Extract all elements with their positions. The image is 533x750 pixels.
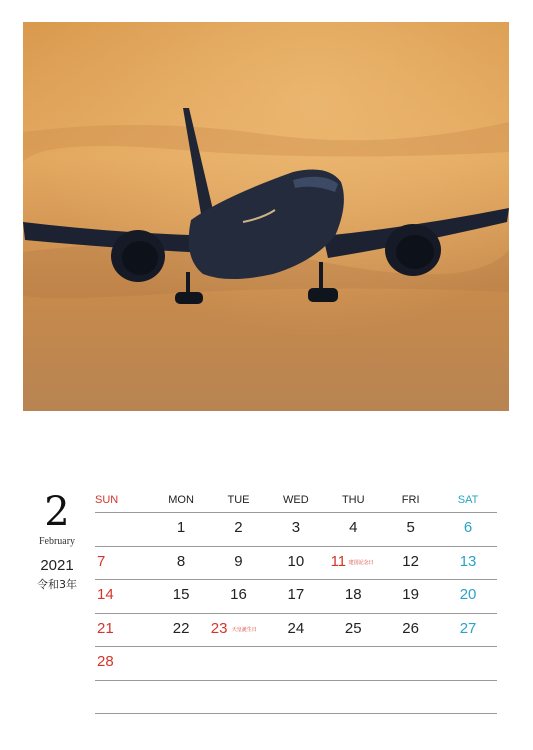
day-cell [95,681,152,714]
weekday-wed: WED [283,494,309,506]
day-number: 15 [172,586,190,603]
month-header [20,490,94,592]
day-number: 23 [210,619,228,637]
day-cell [382,580,439,613]
cover-photo [23,22,509,411]
day-cell [439,647,496,680]
day-cell [439,547,496,580]
day-cell [210,580,267,613]
holiday-label: 建国記念日 [348,559,374,566]
day-number: 24 [287,619,305,637]
week-row-6-empty [95,681,497,715]
day-cell [152,647,209,680]
day-number: 17 [287,586,305,603]
day-cell [382,513,439,546]
day-cell [267,513,324,546]
day-number: 14 [97,586,114,603]
day-cell [152,614,209,647]
day-cell [439,513,496,546]
airplane-photo [23,22,509,411]
day-cell [95,647,152,680]
day-number: 10 [287,552,305,570]
weekday-sat: SAT [457,494,479,506]
day-cell [267,614,324,647]
weekday-mon: MON [168,494,194,506]
day-cell [95,513,152,546]
day-number: 27 [459,619,477,637]
day-number: 19 [402,586,419,603]
day-cell [382,614,439,647]
day-number: 18 [344,586,362,603]
month-number: 2 [44,489,70,535]
day-number: 11 [330,552,347,570]
day-number: 26 [402,619,419,637]
day-cell [325,647,382,680]
day-number: 9 [234,552,243,570]
day-cell [325,580,382,613]
day-cell [152,580,209,613]
day-cell [267,547,324,580]
day-number: 13 [459,552,477,570]
year-western: 2021 [40,557,74,574]
day-cell [152,547,209,580]
day-number: 4 [349,519,358,536]
day-cell [210,547,267,580]
day-cell [210,513,267,546]
day-cell [95,580,152,613]
weekday-fri: FRI [401,494,420,506]
day-number: 21 [97,619,114,637]
day-cell [382,647,439,680]
day-number: 3 [291,519,301,536]
day-cell [325,513,382,546]
calendar-grid [95,494,497,714]
day-number: 28 [97,653,114,670]
day-cell [382,547,439,580]
month-name: February [38,536,76,547]
weekday-sun: SUN [95,494,119,506]
weekday-tue: TUE [227,494,250,506]
day-cell [95,547,152,580]
week-row-1 [95,513,497,547]
weekday-header-row [95,494,497,513]
day-number: 2 [234,519,243,536]
day-number: 16 [230,586,247,603]
day-cell [152,513,209,546]
week-row-3 [95,580,497,614]
day-number: 6 [463,519,473,536]
day-number: 12 [402,552,419,570]
weekday-thu: THU [341,494,365,506]
day-number: 22 [172,619,190,637]
day-cell [325,614,382,647]
day-cell [95,614,152,647]
day-number: 20 [459,586,477,603]
day-cell [439,580,496,613]
week-row-5 [95,647,497,681]
day-number: 5 [406,519,415,536]
day-cell [439,614,496,647]
day-number: 25 [344,619,362,637]
day-cell [267,647,324,680]
holiday-label: 天皇誕生日 [231,626,257,633]
day-number: 8 [176,552,186,570]
day-cell-holiday [210,614,267,647]
day-cell-holiday [325,547,382,580]
day-number: 1 [176,519,186,536]
day-cell [267,580,324,613]
week-row-4 [95,614,497,648]
year-japanese-era: 令和3年 [37,578,77,591]
week-row-2 [95,547,497,581]
day-number: 7 [97,552,106,570]
day-cell [210,647,267,680]
